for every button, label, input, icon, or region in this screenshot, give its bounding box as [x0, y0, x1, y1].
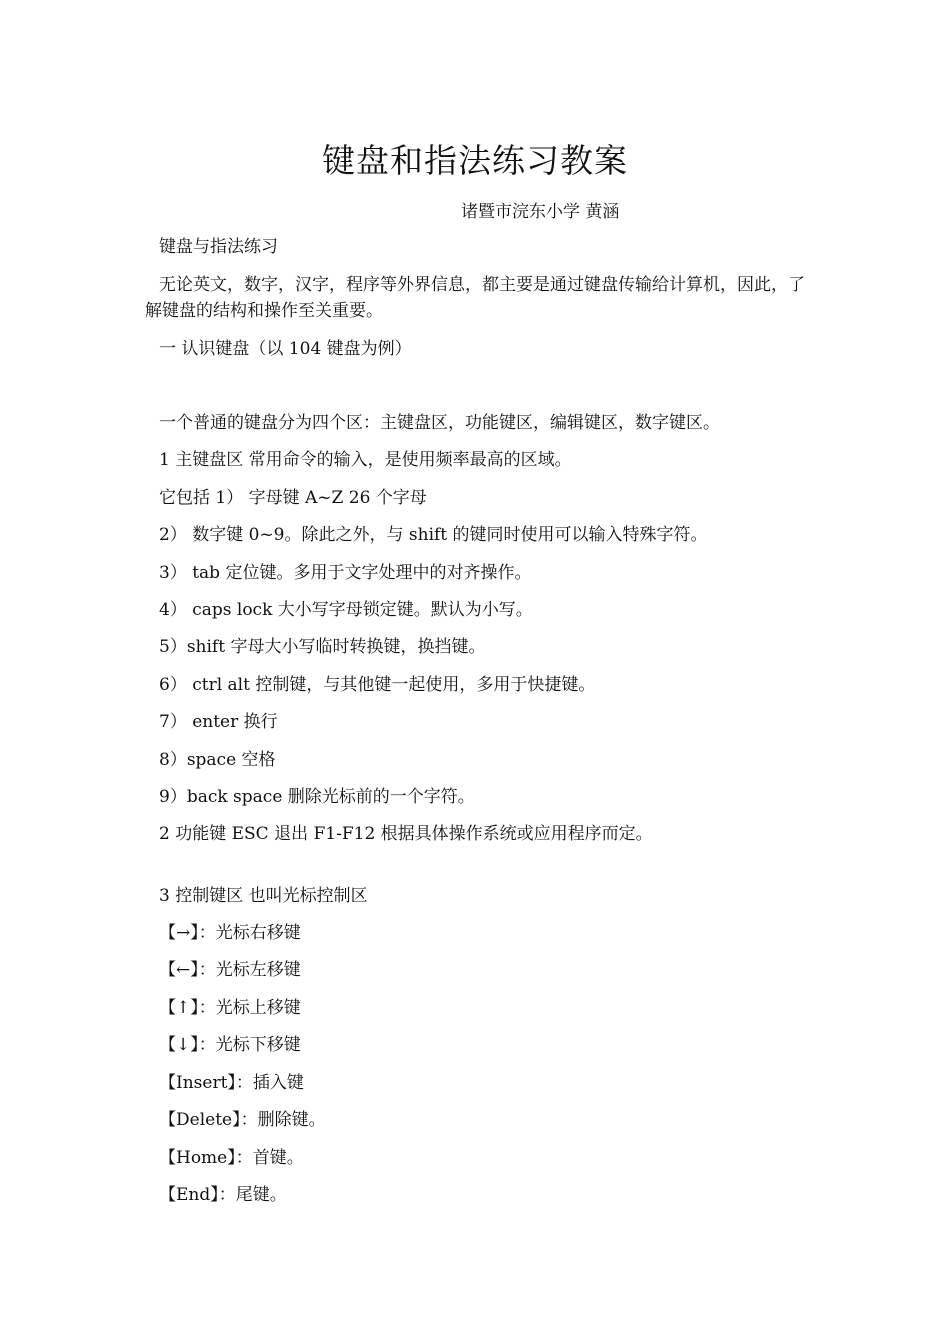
text-line: 【Delete】：删除键。 — [159, 1110, 326, 1130]
text-line: 【→】：光标右移键 — [159, 923, 301, 943]
text-line: 7） enter 换行 — [159, 712, 278, 732]
text-line: 它包括 1） 字母键 A~Z 26 个字母 — [159, 488, 427, 508]
text-line: 3） tab 定位键。多用于文字处理中的对齐操作。 — [159, 563, 532, 583]
text-line: 5）shift 字母大小写临时转换键，换挡键。 — [159, 637, 486, 657]
text-line: 1 主键盘区 常用命令的输入，是使用频率最高的区域。 — [159, 450, 572, 470]
text-line: 6） ctrl alt 控制键，与其他键一起使用，多用于快捷键。 — [159, 675, 596, 695]
text-line: 2 功能键 ESC 退出 F1-F12 根据具体操作系统或应用程序而定。 — [159, 824, 653, 844]
text-line: 【Home】：首键。 — [159, 1148, 304, 1168]
text-line: 9）back space 删除光标前的一个字符。 — [159, 787, 475, 807]
section-heading: 键盘与指法练习 — [159, 237, 278, 257]
text-line: 4） caps lock 大小写字母锁定键。默认为小写。 — [159, 600, 533, 620]
author-line: 诸暨市浣东小学 黄涵 — [461, 202, 620, 222]
text-line: 【↓】：光标下移键 — [159, 1035, 301, 1055]
text-line: 【End】：尾键。 — [159, 1185, 287, 1205]
text-line: 2） 数字键 0~9。除此之外，与 shift 的键同时使用可以输入特殊字符。 — [159, 525, 708, 545]
intro-text: 无论英文，数字，汉字，程序等外界信息，都主要是通过键盘传输给计算机，因此，了解键盘的结构和操作至关重要。 — [145, 275, 805, 321]
text-line: 【←】：光标左移键 — [159, 960, 301, 980]
text-line: 【↑】：光标上移键 — [159, 998, 301, 1018]
intro-paragraph — [145, 272, 815, 324]
text-line: 一个普通的键盘分为四个区：主键盘区，功能键区，编辑键区，数字键区。 — [159, 413, 720, 433]
text-line: 8）space 空格 — [159, 750, 276, 770]
document-title: 键盘和指法练习教案 — [322, 141, 628, 180]
text-line: 3 控制键区 也叫光标控制区 — [159, 886, 368, 906]
text-line: 一 认识键盘（以 104 键盘为例） — [159, 339, 412, 359]
text-line: 【Insert】：插入键 — [159, 1073, 304, 1093]
